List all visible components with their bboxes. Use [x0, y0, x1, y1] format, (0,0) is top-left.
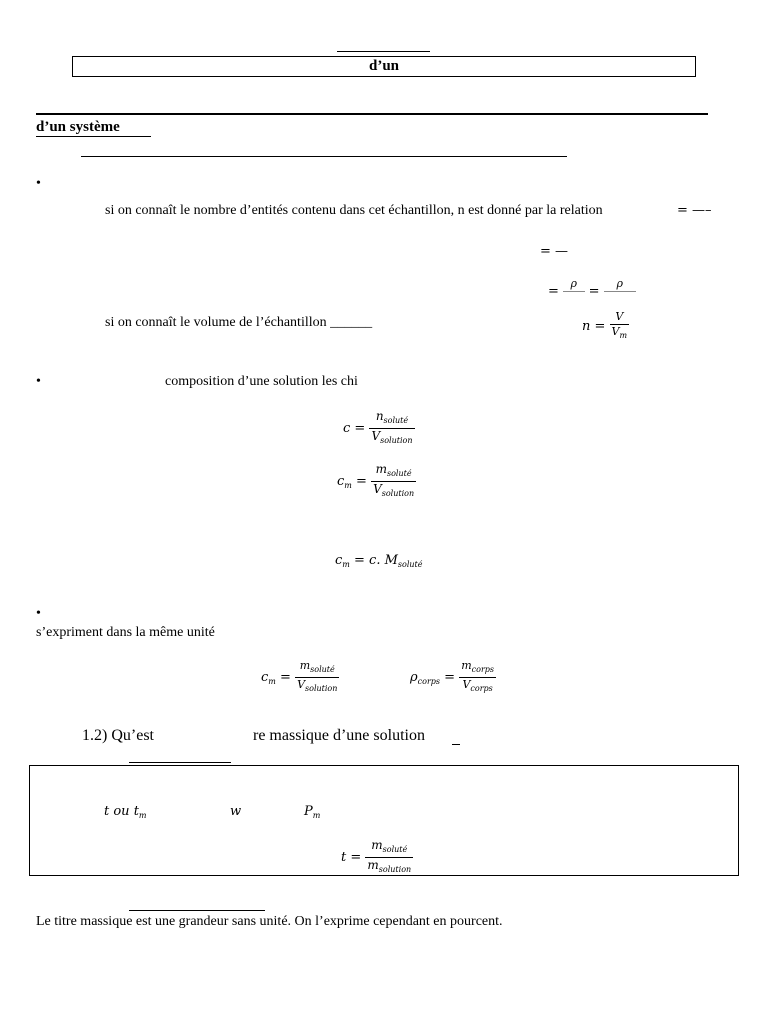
formula-cm: $c_m$ = $\frac{m_{soluté}}{V_{solution}}$	[337, 462, 415, 498]
bullet1-line1: si on connaît le nombre d’entités contenu dans cet échantillon, n est donné par la relation	[105, 203, 603, 218]
symbol-p: $P_m$	[304, 804, 321, 820]
bullet-3: •	[36, 606, 41, 621]
bullet-2: •	[36, 374, 41, 389]
formula-t: t = $\frac{m_{soluté}}{m_{solution}}$	[341, 838, 412, 874]
section12-underline-short	[452, 744, 460, 745]
symbol-t: t ou $t_m$	[104, 804, 147, 820]
formula-cm-small: $c_m$ = $\frac{m_{soluté}}{V_{solution}}$	[261, 659, 338, 693]
definition-box	[29, 765, 739, 876]
section12-underline	[129, 762, 231, 763]
formula-n: n = $\frac{V}{V_m}$	[582, 310, 628, 340]
bullet1-eq2: = —	[540, 244, 569, 259]
symbol-w: w	[230, 804, 242, 819]
section12-heading-b: re massique d’une solution	[253, 727, 425, 744]
section1-heading-underline	[36, 136, 151, 137]
title-text: d’un	[368, 58, 400, 74]
formula-rho: $\rho_{corps}$ = $\frac{m_{corps}}{V_{corps}}$	[410, 659, 494, 693]
formula-cm-cM: $c_m = c$. $M_{soluté}$	[335, 553, 423, 569]
formula-c: c = $\frac{n_{soluté}}{V_{solution}}$	[343, 409, 413, 445]
section12-heading-a: 1.2) Qu’est	[82, 727, 154, 744]
bullet1-eq3: = ρ = ρ	[548, 277, 636, 306]
bullet3-line: s’expriment dans la même unité	[36, 625, 215, 640]
title-underline-top	[337, 51, 430, 52]
title-box	[72, 56, 696, 77]
bullet1-eq1: = —–	[677, 203, 712, 218]
section-separator	[36, 113, 708, 115]
footer-underline	[129, 910, 265, 911]
footer-text: Le titre massique est une grandeur sans unité. On l’exprime cependant en pourcent.	[36, 914, 503, 929]
bullet1-line2: si on connaît le volume de l’échantillon ______	[105, 315, 373, 330]
subheading-underline	[81, 156, 567, 157]
bullet2-line: composition d’une solution les chi	[165, 374, 358, 389]
bullet-1: •	[36, 176, 41, 191]
section1-heading: d’un système	[36, 119, 120, 135]
